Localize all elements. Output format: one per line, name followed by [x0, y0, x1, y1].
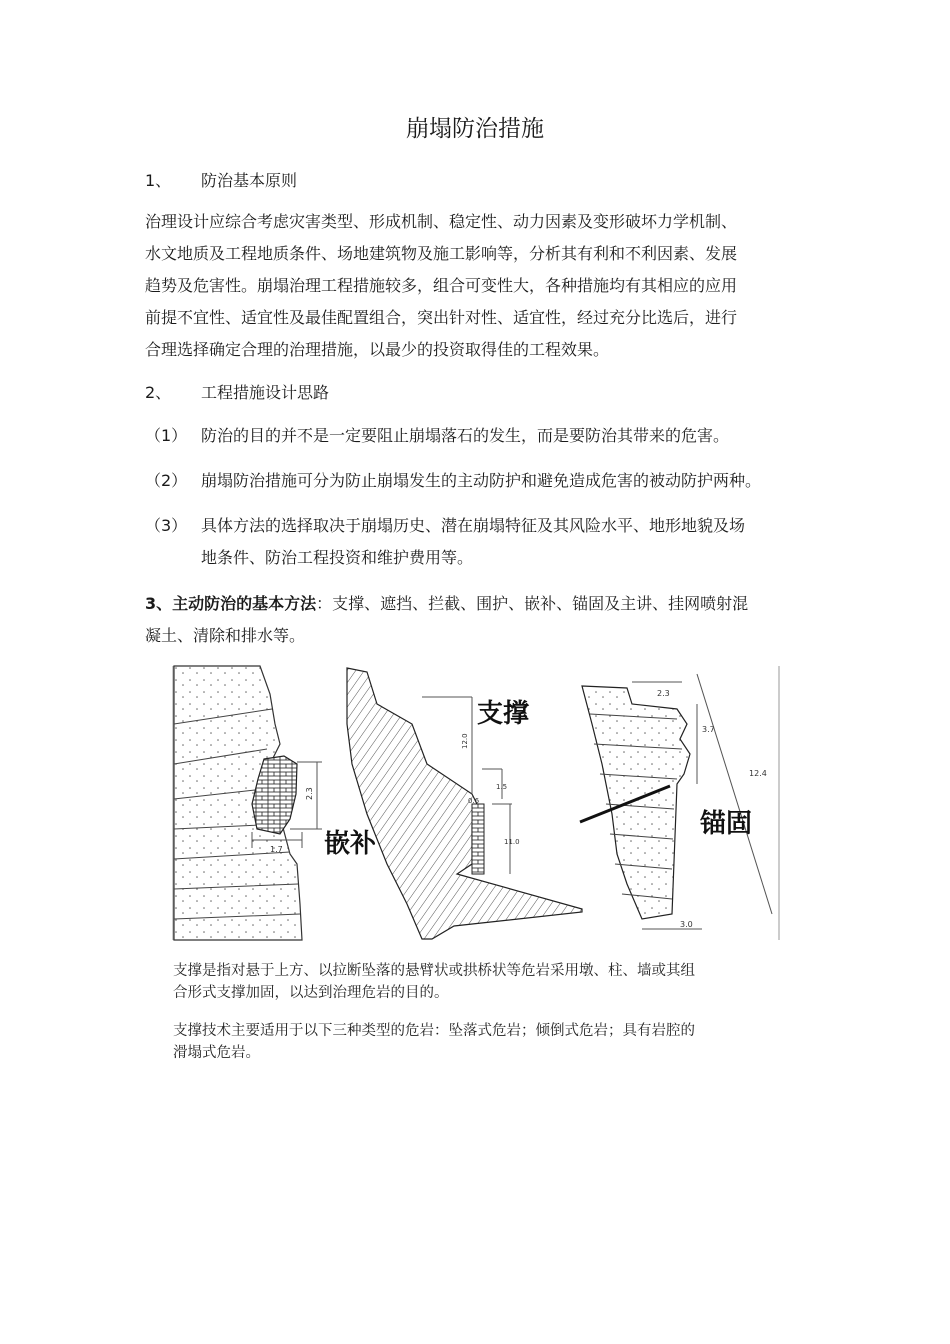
zhicheng-label: 支撑: [477, 699, 530, 729]
list-item: [145, 510, 825, 574]
qianbu-panel: [173, 666, 376, 940]
text-line: 凝土、清除和排水等。: [145, 626, 306, 645]
caption-line: 合形式支撑加固，以达到治理危岩的目的。: [173, 985, 449, 1001]
list-text: 防治的目的并不是一定要阻止崩塌落石的发生，而是要防治其带来的危害。: [201, 426, 730, 445]
caption-line: 支撑技术主要适用于以下三种类型的危岩：坠落式危岩；倾倒式危岩；具有岩腔的: [173, 1023, 695, 1039]
list-text: 崩塌防治措施可分为防止崩塌发生的主动防护和避免造成危害的被动防护两种。: [201, 471, 762, 490]
list-text: 地条件、防治工程投资和维护费用等。: [201, 548, 474, 567]
caption-support-applicability: [173, 1020, 813, 1064]
text-line: 合理选择确定合理的治理措施，以最少的投资取得佳的工程效果。: [145, 340, 610, 359]
text-line: 前提不宜性、适宜性及最佳配置组合，突出针对性、适宜性，经过充分比选后，进行: [145, 308, 738, 327]
list-item: [145, 465, 825, 497]
maogu-panel: [580, 666, 779, 940]
paragraph-active-methods: [145, 588, 825, 652]
methods-diagram: [172, 664, 782, 942]
text-run: ：支撑、遮挡、拦截、围护、嵌补、锚固及主讲、挂网喷射混: [316, 594, 749, 613]
dim-label: 3.0: [680, 920, 693, 929]
section-number: 2、: [145, 383, 172, 402]
dim-label: 2.3: [657, 689, 670, 698]
section-1-heading: [145, 168, 297, 191]
dim-label: 1.7: [270, 845, 283, 854]
text-line: 趋势及危害性。崩塌治理工程措施较多，组合可变性大，各种措施均有其相应的应用: [145, 276, 738, 295]
section-label: 工程措施设计思路: [201, 383, 330, 402]
text-line: 治理设计应综合考虑灾害类型、形成机制、稳定性、动力因素及变形破坏力学机制、: [145, 212, 738, 231]
caption-support-definition: [173, 960, 813, 1004]
diagram-svg: [172, 664, 782, 942]
section-number: 1、: [145, 171, 172, 190]
dim-label: 12.0: [461, 733, 469, 749]
bold-lead: 3、主动防治的基本方法: [145, 594, 317, 613]
list-item: [145, 420, 825, 452]
caption-line: 支撑是指对悬于上方、以拉断坠落的悬臂状或拱桥状等危岩采用墩、柱、墙或其组: [173, 963, 695, 979]
qianbu-label: 嵌补: [324, 829, 377, 859]
dim-label: 2.3: [305, 787, 314, 800]
section-label: 防治基本原则: [201, 171, 298, 190]
zhicheng-panel: [347, 668, 582, 939]
list-marker: （1）: [145, 426, 188, 445]
dim-label: 3.7: [702, 725, 715, 734]
list-text: 具体方法的选择取决于崩塌历史、潜在崩塌特征及其风险水平、地形地貌及场: [201, 516, 746, 535]
text-line: 水文地质及工程地质条件、场地建筑物及施工影响等，分析其有利和不利因素、发展: [145, 244, 738, 263]
page-title: 崩塌防治措施: [406, 116, 544, 142]
list-marker: （3）: [145, 516, 188, 535]
list-marker: （2）: [145, 471, 188, 490]
dim-label: 12.4: [749, 769, 767, 778]
section-2-heading: [145, 380, 329, 403]
dim-label: 11.0: [504, 838, 520, 846]
maogu-label: 锚固: [700, 809, 753, 839]
caption-line: 滑塌式危岩。: [173, 1045, 260, 1061]
dim-label: 0.6: [468, 797, 480, 805]
paragraph-principles: [145, 206, 817, 366]
dim-label: 1.5: [496, 783, 508, 791]
